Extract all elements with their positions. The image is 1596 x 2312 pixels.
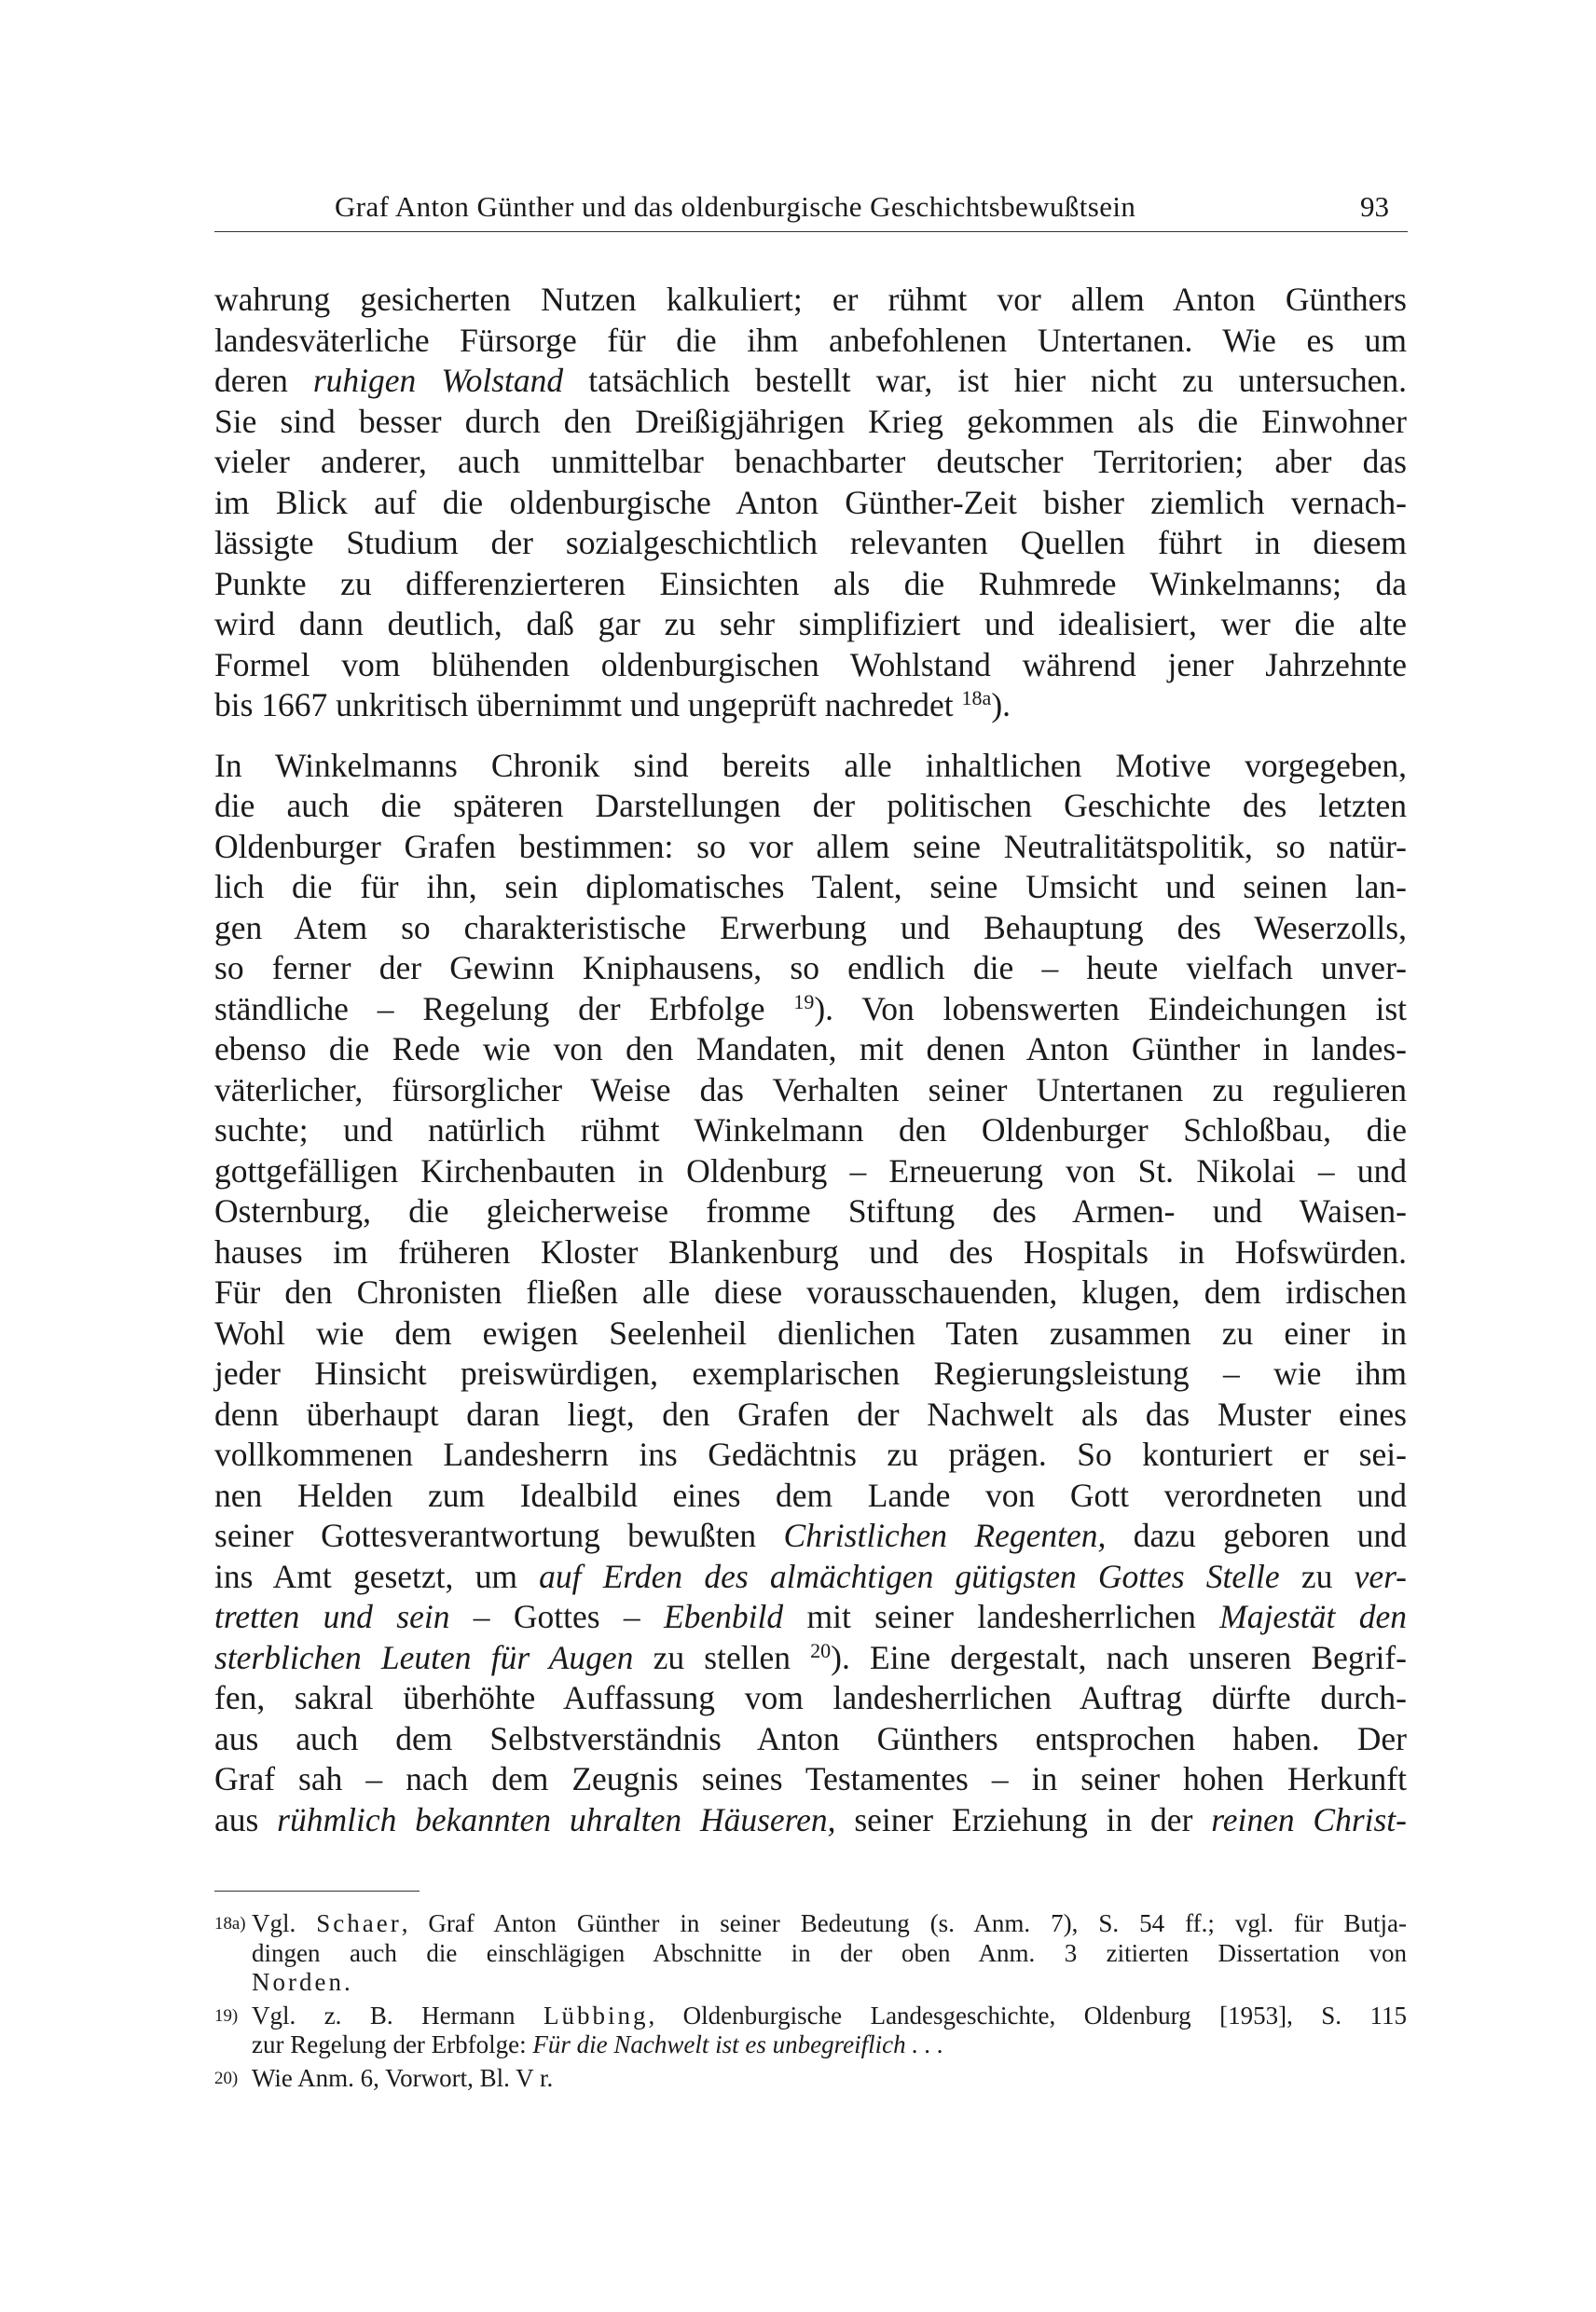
- author-name: Schaer: [316, 1909, 402, 1937]
- quote: Für die Nachwelt ist es unbegreiflich . . .: [532, 2030, 944, 2058]
- text-line: aus rühmlich bekannten uhralten Häuseren, seiner Erziehung in der reinen Christ-: [214, 1800, 1407, 1838]
- page-header: [214, 190, 1408, 232]
- footnote-line: Norden.: [252, 1968, 351, 1996]
- text-line: Oldenburger Grafen bestimmen: so vor allem seine Neutralitätspolitik, so natür-: [214, 827, 1407, 865]
- footnote-line: zur Regelung der Erbfolge: Für die Nachwelt ist es unbegreiflich . . .: [252, 2030, 944, 2058]
- text-line: Formel vom blühenden oldenburgischen Wohlstand während jener Jahrzehnte: [214, 645, 1407, 683]
- quote: rühmlich bekannten uhralten Häuseren,: [277, 1800, 836, 1838]
- footnote-mark: 20): [214, 2068, 239, 2088]
- text-line: denn überhaupt daran liegt, den Grafen der Nachwelt als das Muster eines: [214, 1395, 1407, 1433]
- text-line: Punkte zu differenzierteren Einsichten als die Ruhmrede Winkelmanns; da: [214, 564, 1407, 602]
- footnote-divider: [214, 1891, 420, 1892]
- text-line: In Winkelmanns Chronik sind bereits alle inhaltlichen Motive vorgegeben,: [214, 746, 1407, 784]
- text-line: hauses im früheren Kloster Blankenburg und des Hospitals in Hofswürden.: [214, 1232, 1407, 1271]
- text-line: lich die für ihn, sein diplomatisches Talent, seine Umsicht und seinen lan-: [214, 868, 1407, 905]
- text-line: gottgefälligen Kirchenbauten in Oldenburg – Erneuerung von St. Nikolai – und: [214, 1151, 1407, 1190]
- text-line: tretten und sein – Gottes – Ebenbild mit seiner landesherrlichen Majestät den: [214, 1598, 1407, 1635]
- quote: ruhigen Wolstand: [312, 362, 564, 399]
- text-line: Osternburg, die gleicherweise fromme Stiftung des Armen- und Waisen-: [214, 1192, 1407, 1230]
- quote: tretten und sein: [214, 1598, 450, 1635]
- text-line: väterlicher, fürsorglicher Weise das Verhalten seiner Untertanen zu regulieren: [214, 1070, 1407, 1108]
- text-line: ins Amt gesetzt, um auf Erden des almächtigen gütigsten Gottes Stelle zu ver-: [214, 1557, 1408, 1595]
- text-line: so ferner der Gewinn Kniphausens, so endlich die – heute vielfach unver-: [214, 949, 1407, 986]
- quote: auf Erden des almächtigen gütigsten Gottes Stelle: [539, 1557, 1280, 1595]
- text-line: gen Atem so charakteristische Erwerbung und Behauptung des Weserzolls,: [214, 908, 1407, 946]
- footnotes: [214, 1909, 1407, 2093]
- text-line: wird dann deutlich, daß gar zu sehr simplifiziert und idealisiert, wer die alte: [214, 605, 1407, 642]
- footnote-mark: 18a): [214, 1914, 246, 1934]
- footnote-18a: [214, 1909, 1407, 1998]
- paragraph-2: [214, 746, 1407, 1841]
- quote: sterblichen Leuten für Augen: [214, 1638, 634, 1676]
- text-line: aus auch dem Selbstverständnis Anton Günthers entsprochen haben. Der: [214, 1719, 1407, 1757]
- text-line: im Blick auf die oldenburgische Anton Günther-Zeit bisher ziemlich vernach-: [214, 483, 1407, 521]
- text-line: Sie sind besser durch den Dreißigjährigen Krieg gekommen als die Einwohner: [214, 402, 1407, 440]
- quote: Ebenbild: [663, 1598, 784, 1635]
- footnote-19: [214, 2002, 1407, 2060]
- page-number: 93: [1360, 190, 1389, 223]
- text-line: deren ruhigen Wolstand tatsächlich bestellt war, ist hier nicht zu untersuchen.: [214, 362, 1407, 399]
- footnote-ref[interactable]: 18a: [961, 685, 992, 709]
- text-line: suchte; und natürlich rühmt Winkelmann den Oldenburger Schloßbau, die: [214, 1111, 1407, 1149]
- footnote-line: dingen auch die einschlägigen Abschnitte in der oben Anm. 3 zitierten Dissertation von: [252, 1938, 1407, 1967]
- text-line: nen Helden zum Idealbild eines dem Lande von Gott verordneten und: [214, 1476, 1407, 1514]
- footnote-line: Vgl. z. B. Hermann Lübbing, Oldenburgische Landesgeschichte, Oldenburg [1953], S. 115: [252, 2001, 1407, 2030]
- text-line: vollkommenen Landesherrn ins Gedächtnis zu prägen. So konturiert er sei-: [214, 1436, 1407, 1473]
- text-line: wahrung gesicherten Nutzen kalkuliert; er rühmt vor allem Anton Günthers: [214, 281, 1407, 318]
- text-line: bis 1667 unkritisch übernimmt und ungeprüft nachredet $^{18a}$).: [214, 685, 1011, 723]
- footnote-ref[interactable]: 20: [810, 1638, 832, 1662]
- footnote-ref[interactable]: 19: [793, 989, 815, 1013]
- quote: ver-: [1354, 1557, 1408, 1595]
- footnote-line: Vgl. Schaer, Graf Anton Günther in seiner Bedeutung (s. Anm. 7), S. 54 ff.; vgl. für Butja-: [252, 1909, 1407, 1937]
- footnote-20: [214, 2064, 1407, 2094]
- body-text: [214, 280, 1407, 1840]
- text-line: landesväterliche Fürsorge für die ihm anbefohlenen Untertanen. Wie es um: [214, 321, 1407, 359]
- running-title: Graf Anton Günther und das oldenburgische Geschichtsbewußtsein: [335, 190, 1136, 223]
- quote: reinen Christ-: [1211, 1800, 1407, 1838]
- text-line: jeder Hinsicht preiswürdigen, exemplarischen Regierungsleistung – wie ihm: [214, 1355, 1407, 1392]
- quote: Majestät den: [1219, 1598, 1407, 1635]
- author-name: Lübbing: [543, 2001, 649, 2030]
- paragraph-1: [214, 280, 1407, 726]
- text-line: sterblichen Leuten für Augen zu stellen $^{20}$). Eine dergestalt, nach unseren Begrif-: [214, 1638, 1407, 1676]
- author-name: Norden: [252, 1968, 344, 1996]
- text-line: fen, sakral überhöhte Auffassung vom landesherrlichen Auftrag dürfte durch-: [214, 1679, 1407, 1716]
- text-line: lässigte Studium der sozialgeschichtlich relevanten Quellen führt in diesem: [214, 524, 1407, 561]
- text-line: Wohl wie dem ewigen Seelenheil dienlichen Taten zusammen zu einer in: [214, 1314, 1407, 1352]
- text-line: seiner Gottesverantwortung bewußten Christlichen Regenten, dazu geboren und: [214, 1517, 1408, 1554]
- text-line: die auch die späteren Darstellungen der politischen Geschichte des letzten: [214, 787, 1407, 824]
- quote: Christlichen Regenten,: [783, 1517, 1107, 1554]
- text-line: ebenso die Rede wie von den Mandaten, mit denen Anton Günther in landes-: [214, 1030, 1407, 1067]
- text-line: Graf sah – nach dem Zeugnis seines Testamentes – in seiner hohen Herkunft: [214, 1760, 1407, 1797]
- text-line: vieler anderer, auch unmittelbar benachbarter deutscher Territorien; aber das: [214, 443, 1407, 480]
- footnote-mark: 19): [214, 2005, 239, 2026]
- footnote-line: Wie Anm. 6, Vorwort, Bl. V r.: [252, 2063, 554, 2092]
- text-line: ständliche – Regelung der Erbfolge $^{19}$). Von lobenswerten Eindeichungen ist: [214, 989, 1407, 1027]
- text-line: Für den Chronisten fließen alle diese vorausschauenden, klugen, dem irdischen: [214, 1273, 1407, 1311]
